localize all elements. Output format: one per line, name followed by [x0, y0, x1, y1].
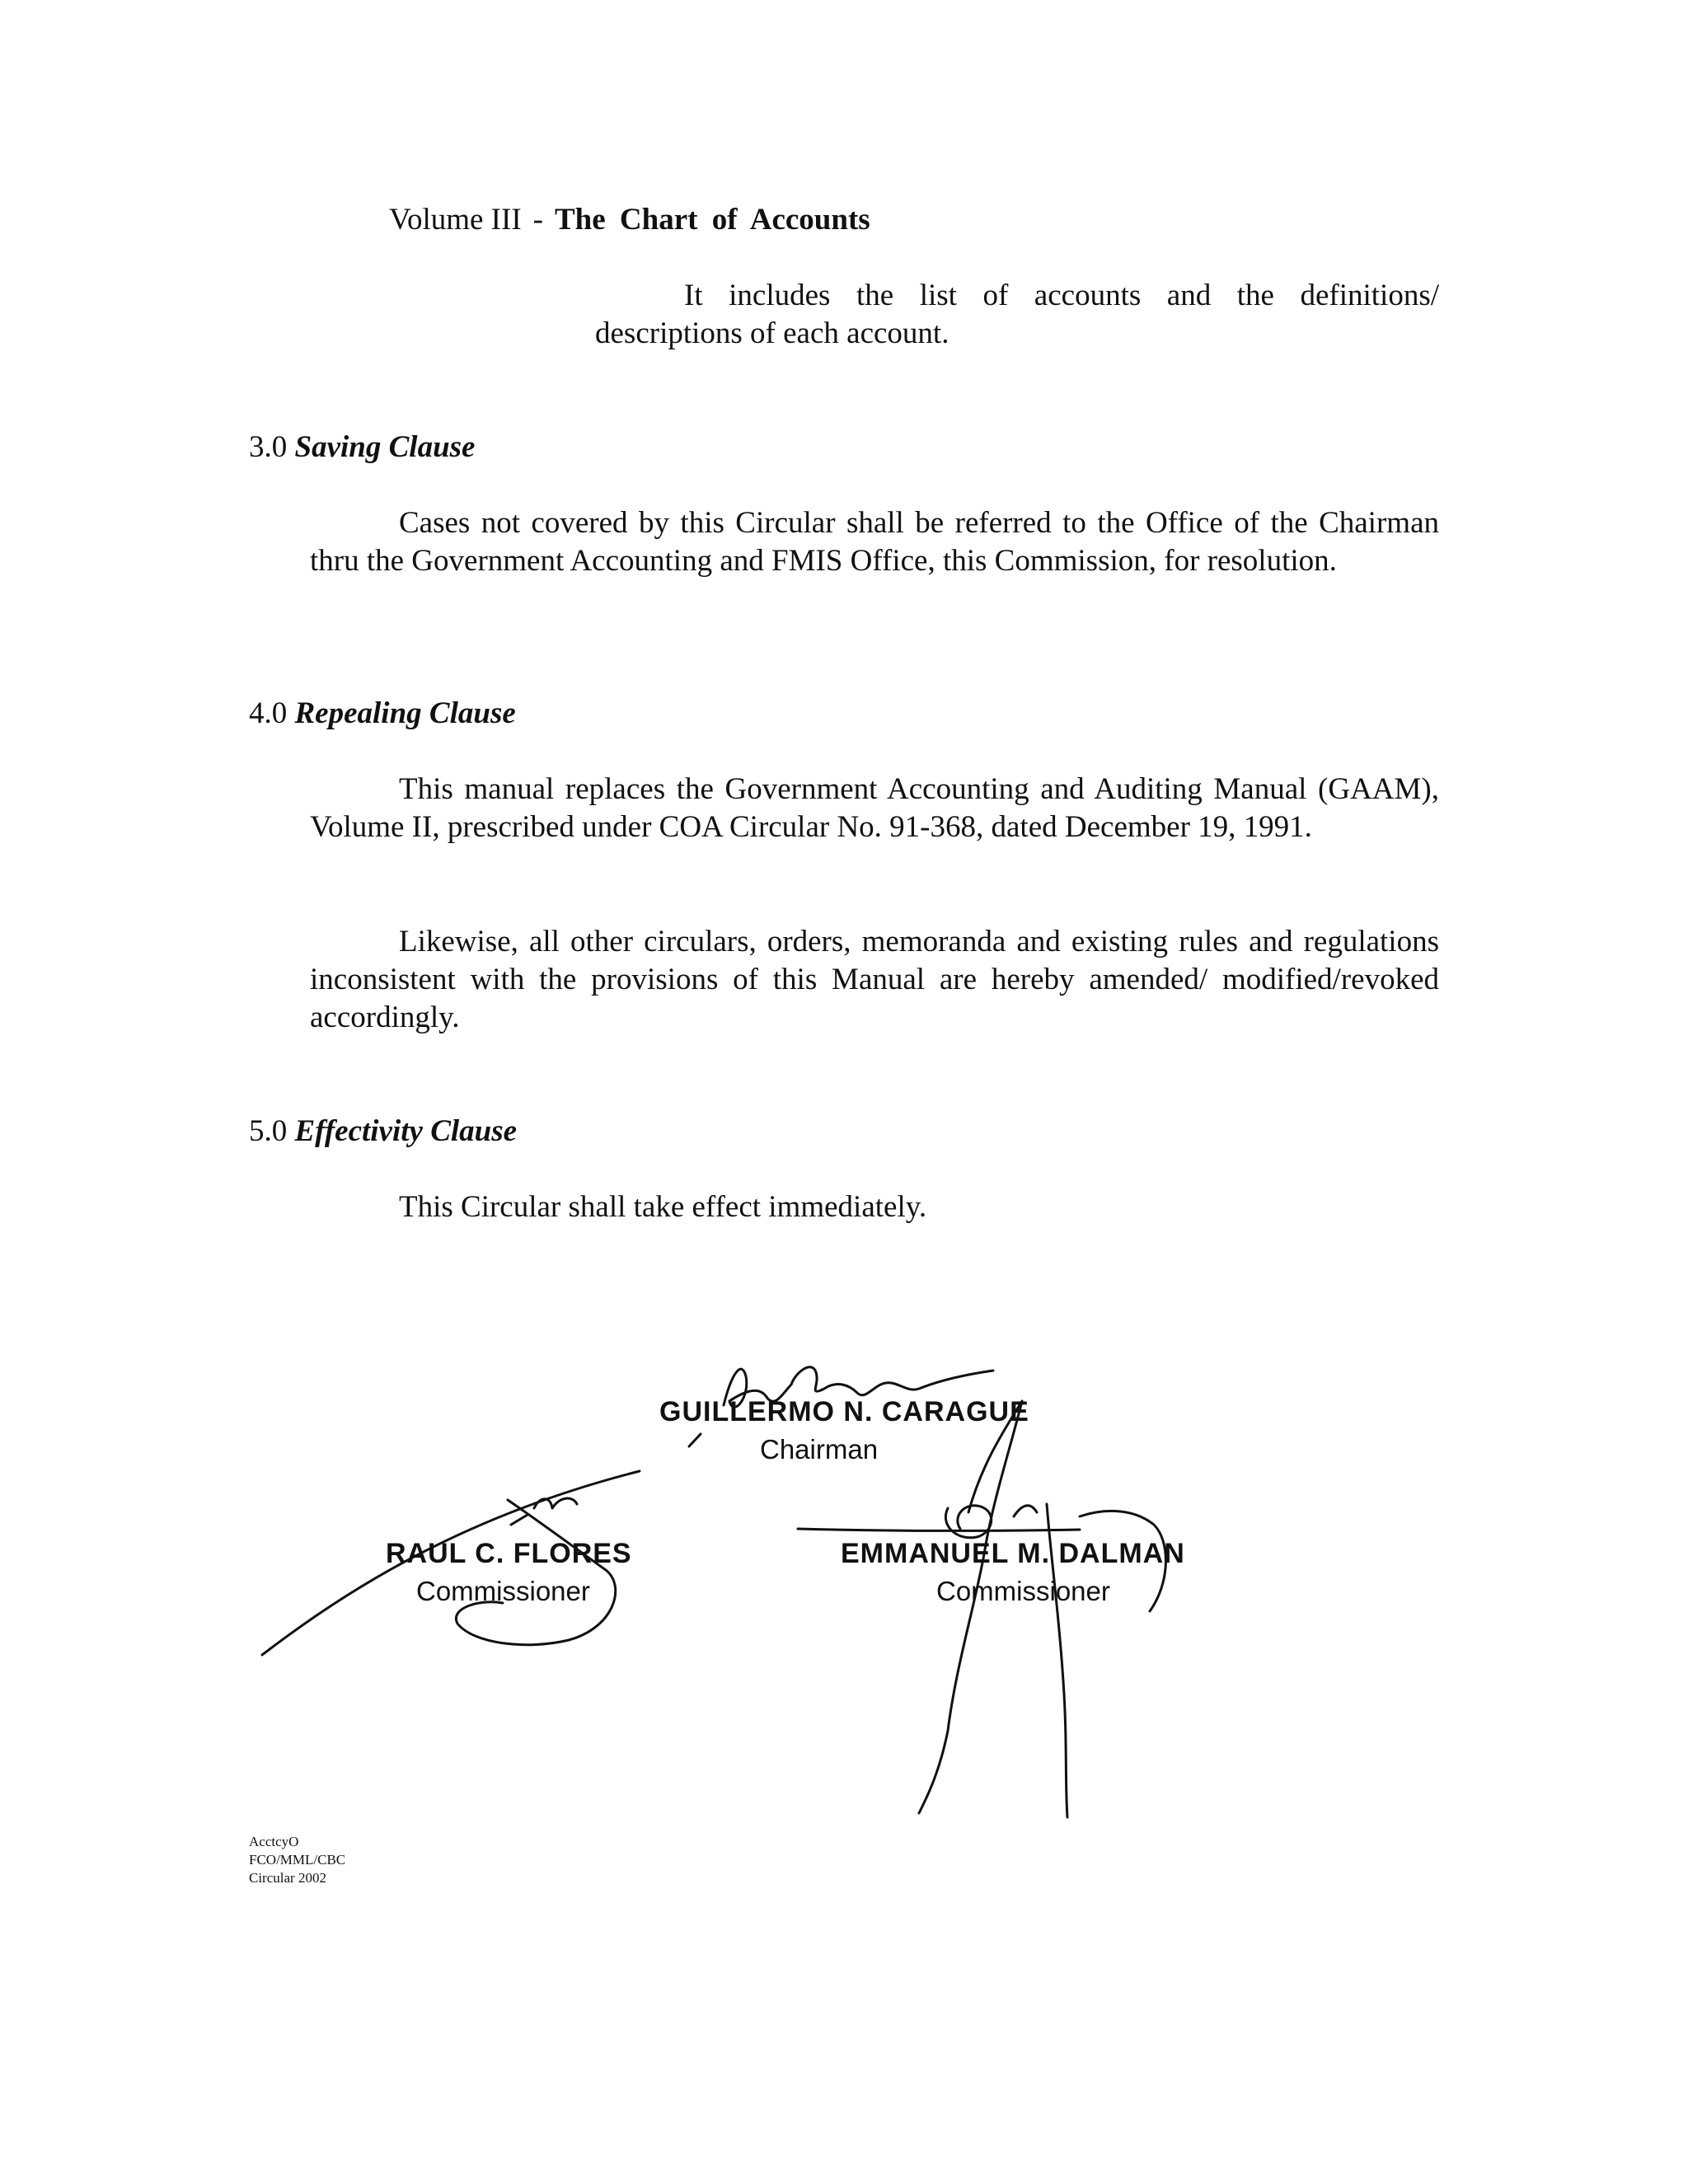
section-heading-saving-clause [249, 429, 475, 466]
footer-reference [249, 1833, 345, 1887]
section-paragraph: Likewise, all other circulars, orders, memoranda and existing rules and regulations inconsistent with the provisions of this Manual are hereby amended/ modified/revoked accordingly. [310, 925, 1439, 1034]
section-heading-repealing-clause [249, 695, 516, 733]
volume-label: Volume III [389, 203, 522, 237]
signatory-commissioner-1-name: RAUL C. FLORES [386, 1538, 632, 1569]
volume-heading [389, 201, 870, 239]
section-number: 4.0 [249, 696, 288, 730]
signature-dalman [798, 1529, 1080, 1530]
signatory-commissioner-2-name: EMMANUEL M. DALMAN [841, 1538, 1185, 1569]
section-title: Effectivity Clause [294, 1114, 518, 1148]
signatory-chairman-name: GUILLERMO N. CARAGUE [659, 1396, 1029, 1427]
volume-title: The Chart of Accounts [554, 203, 870, 237]
footer-line: Circular 2002 [249, 1870, 326, 1886]
section-title: Repealing Clause [294, 696, 516, 730]
signatory-chairman-title: Chairman [760, 1434, 879, 1465]
signatory-commissioner-1-title: Commissioner [416, 1576, 590, 1606]
section-title: Saving Clause [294, 430, 476, 464]
section-paragraph: This manual replaces the Government Accounting and Auditing Manual (GAAM), Volume II, prescribed under COA Circular No. 91-368, dated December 19, 1991. [310, 772, 1439, 844]
section-number: 5.0 [249, 1114, 288, 1148]
section-number: 3.0 [249, 430, 288, 464]
volume-separator: - [532, 203, 543, 237]
section-paragraph: Cases not covered by this Circular shall be referred to the Office of the Chairman thru the Government Accounting and FMIS Office, this Commission, for resolution. [310, 506, 1439, 578]
footer-line: FCO/MML/CBC [249, 1852, 346, 1868]
section-paragraph: This Circular shall take effect immediately. [399, 1190, 927, 1224]
signatory-commissioner-2-title: Commissioner [936, 1576, 1110, 1606]
volume-description: It includes the list of accounts and the definitions/ descriptions of each account. [595, 279, 1439, 350]
footer-line: AcctcyO [249, 1834, 299, 1849]
section-heading-effectivity-clause [249, 1113, 517, 1151]
